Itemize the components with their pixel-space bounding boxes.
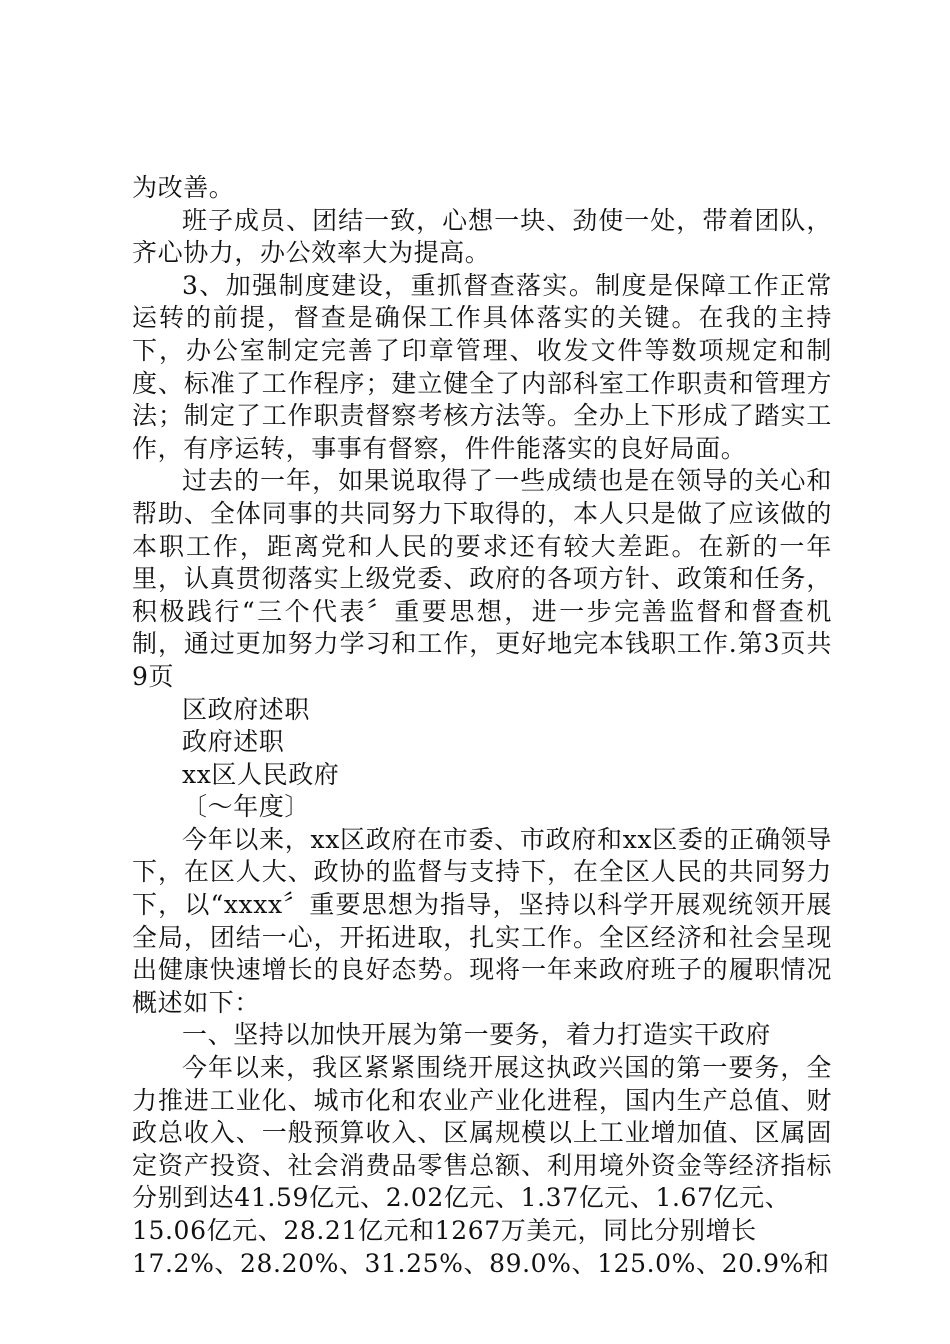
- heading-year: 〔～年度〕: [182, 792, 311, 822]
- heading-government-report: 政府述职: [182, 727, 285, 757]
- paragraph-figures-line-1: 15.06亿元、28.21亿元和1267万美元，同比分别增长: [132, 1216, 757, 1245]
- paragraph-economy: 今年以来，我区紧紧围绕开展这执政兴国的第一要务，全力推进工业化、城市化和农业产业化进程，国内生产总值、财政总收入、一般预算收入、区属规模以上工业增加值、区属固定资产投资、社会消费品零售总额、利用境外资金等经济指标分别到达41.59亿元、2.02亿元、1.37亿元、1.67亿元、: [132, 1053, 832, 1213]
- paragraph-intro: 今年以来，xx区政府在市委、市政府和xx区委的正确领导下，在区人大、政协的监督与支持下，在全区人民的共同努力下，以“xxxx〞重要思想为指导，坚持以科学开展观统领开展全局，团结一心，开拓进取，扎实工作。全区经济和社会呈现出健康快速增长的良好态势。现将一年来政府班子的履职情况概述如下：: [132, 824, 832, 1017]
- heading-district-government: xx区人民政府: [182, 759, 340, 789]
- paragraph-continuation: 为改善。: [132, 173, 235, 202]
- document-body: [132, 172, 832, 1280]
- paragraph-past-year: 过去的一年，如果说取得了一些成绩也是在领导的关心和帮助、全体同事的共同努力下取得的，本人只是做了应该做的本职工作，距离党和人民的要求还有较大差距。在新的一年里，认真贯彻落实上级党委、政府的各项方针、政策和任务，积极践行“三个代表〞重要思想，进一步完善监督和督查机制，通过更加努力学习和工作，更好地完本钱职工作.第3页共9页: [132, 466, 832, 691]
- heading-district-report: 区政府述职: [182, 694, 311, 724]
- paragraph-figures-line-2: 17.2%、28.20%、31.25%、89.0%、125.0%、20.9%和: [132, 1248, 830, 1278]
- paragraph-system-building: 3、加强制度建设，重抓督查落实。制度是保障工作正常运转的前提，督查是确保工作具体落实的关键。在我的主持下，办公室制定完善了印章管理、收发文件等数项规定和制度、标准了工作程序；建立健全了内部科室工作职责和管理方法；制定了工作职责督察考核方法等。全办上下形成了踏实工作，有序运转，事事有督察，件件能落实的良好局面。: [132, 270, 832, 463]
- section-heading-one: 一、坚持以加快开展为第一要务，着力打造实干政府: [182, 1020, 771, 1050]
- paragraph-team: 班子成员、团结一致，心想一块、劲使一处，带着团队，齐心协力，办公效率大为提高。: [132, 205, 832, 268]
